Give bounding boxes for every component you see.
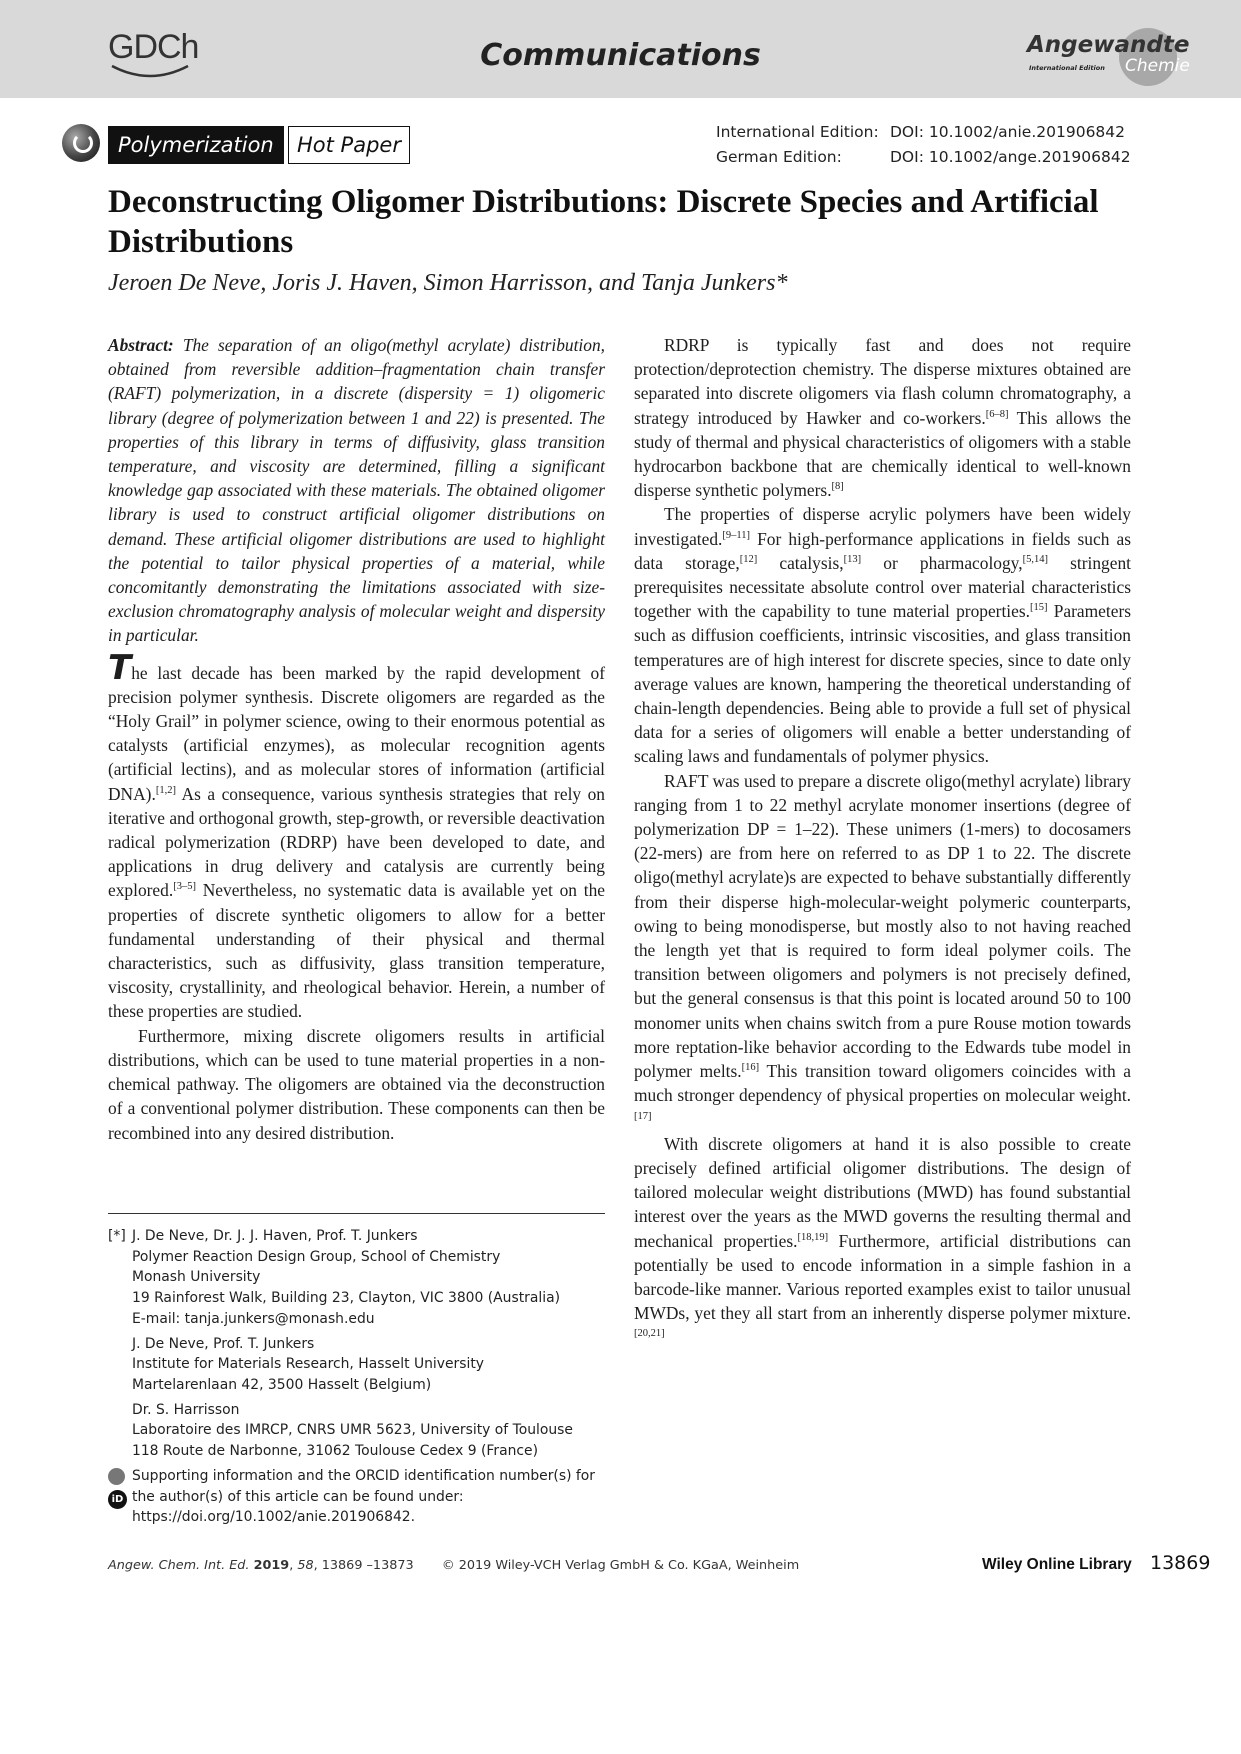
supporting-info-icon (108, 1468, 125, 1485)
citation[interactable]: [9–11] (722, 529, 750, 541)
right-column (634, 333, 1131, 1350)
body-text: RAFT was used to prepare a discrete oligo(methyl acrylate) library ranging from 1 to 22 methyl acrylate monomer insertions (degree of polymerization DP = 1–22). These unimers (1-mers) to docosamers (22-mers) are from here on referred to as DP 1 to 22. The discrete oligo(methyl acrylate)s are expected to behave substantially differently from their disperse high-molecular-weight polymeric counterparts, owing to being monodisperse, but mostly also to not having reached the length yet that is required to form ideal polymer coils. The transition between oligomers and polymers is not precisely defined, but the general consensus is that this point is located around 50 to 100 monomer units when chains switch from a pure Rouse motion towards more reptation-like behavior according to the Edwards tube model in polymer melts. (634, 770, 1131, 1082)
body-paragraph-2: Furthermore, mixing discrete oligomers results in artificial distributions, which can be used to tune material properties in a non-chemical pathway. The oligomers are obtained via the deconstruction of a conventional polymer distribution. These components can then be recombined into any desired distribution. (108, 1025, 605, 1143)
wiley-online-library-link[interactable]: Wiley Online Library (982, 1556, 1132, 1573)
footer-copyright: © 2019 Wiley-VCH Verlag GmbH & Co. KGaA, Weinheim (441, 1558, 800, 1573)
doi-block (716, 120, 1131, 170)
affiliation-line: Laboratoire des IMRCP, CNRS UMR 5623, University of Toulouse (132, 1422, 573, 1439)
article-authors: Jeroen De Neve, Joris J. Haven, Simon Harrisson, and Tanja Junkers* (108, 270, 788, 296)
logo-main-text: Angewandte (1027, 32, 1190, 58)
body-text: Nevertheless, no systematic data is available yet on the properties of discrete synthetic oligomers to allow for a better fundamental understanding of their physical and thermal characteristics, such as diffusivity, glass transition temperature, viscosity, crystallinity, and rheological behavior. Herein, a number of these properties are studied. (108, 880, 605, 1022)
citation[interactable]: [1,2] (155, 784, 176, 796)
topic-tag: Polymerization (108, 126, 284, 164)
body-text: As a consequence, various synthesis strategies that rely on iterative and orthogonal growth, step-growth, or reversible deactivation radical polymerization (RDRP) have been developed to date, and applications in drug delivery and catalysis are currently being explored. (108, 783, 605, 901)
citation[interactable]: [12] (739, 553, 758, 565)
body-paragraph-3 (634, 333, 1131, 502)
citation[interactable]: [17] (634, 1110, 652, 1122)
body-text: Furthermore, artificial distributions can potentially be used to encode information in a simple fashion in a barcode-like manner. Various reported examples exist to tailor unusual MWDs, yet they all start from an inherently disperse polymer mixture. (634, 1230, 1131, 1324)
body-text: Parameters such as diffusion coefficients, intrinsic viscosities, and glass transition temperatures are of high interest for discrete species, since to date only average values are known, hampering the theoretical understanding of chain-length dependencies. Being able to provide a full set of physical data for a series of oligomers will enable a better understanding of scaling laws and fundamentals of polymer physics. (634, 601, 1132, 767)
citation[interactable]: [5,14] (1022, 553, 1048, 565)
page-header (0, 0, 1241, 98)
page-number: 13869 (1150, 1552, 1211, 1574)
orcid-icon: iD (108, 1490, 127, 1509)
body-text: stringent prerequisites necessitate absolute control over material characteristics together with the capability to tune material properties. (634, 552, 1131, 622)
affiliation-email[interactable]: E-mail: tanja.junkers@monash.edu (132, 1310, 375, 1327)
affiliation-line: Institute for Materials Research, Hasselt University (132, 1356, 485, 1373)
supporting-info (108, 1466, 605, 1528)
affiliation-line: J. De Neve, Prof. T. Junkers (132, 1335, 315, 1352)
body-text: RDRP is typically fast and does not require protection/deprotection chemistry. The disperse mixtures obtained are separated into discrete oligomers via flash column chromatography, a strategy introduced by Hawker and co-workers. (634, 335, 1131, 428)
left-column (108, 333, 605, 1145)
affiliations (108, 1226, 605, 1466)
affiliation-line: J. De Neve, Dr. J. J. Haven, Prof. T. Junkers (132, 1228, 418, 1244)
citation[interactable]: [15] (1029, 602, 1048, 614)
body-paragraph-1 (108, 647, 605, 1024)
body-text: catalysis, (757, 552, 844, 573)
affiliation-line: Monash University (132, 1269, 261, 1286)
affiliation-line: 19 Rainforest Walk, Building 23, Clayton, VIC 3800 (Australia) (132, 1290, 561, 1307)
affiliation-1 (132, 1226, 605, 1330)
support-line: the author(s) of this article can be found under: (132, 1488, 464, 1505)
affiliation-3 (132, 1400, 605, 1462)
angewandte-logo (1021, 28, 1201, 84)
gdch-logo: GDCh (108, 28, 199, 66)
footer-year: 2019 (253, 1558, 290, 1573)
body-text: This allows the study of thermal and physical characteristics of oligomers with a stable hydrocarbon backbone that are chemically identical to well-known disperse synthetic polymers. (634, 407, 1132, 501)
abstract (108, 333, 605, 648)
citation[interactable]: [18,19] (797, 1231, 829, 1243)
abstract-label: Abstract: (108, 335, 174, 355)
citation[interactable]: [16] (741, 1062, 760, 1074)
footer-volume: 58 (297, 1558, 314, 1573)
affiliation-line: Polymer Reaction Design Group, School of Chemistry (132, 1248, 501, 1265)
topic-ball-icon (62, 124, 100, 162)
footer-journal: Angew. Chem. Int. Ed. (108, 1558, 250, 1573)
citation[interactable]: [8] (831, 481, 844, 493)
affiliation-line: Dr. S. Harrisson (132, 1401, 240, 1418)
citation[interactable]: [3–5] (173, 881, 196, 893)
body-text: The properties of disperse acrylic polymers have been widely investigated. (634, 504, 1131, 549)
doi-international-label: International Edition: (716, 123, 879, 141)
citation[interactable]: [6–8] (985, 408, 1009, 420)
doi-german-value[interactable]: DOI: 10.1002/ange.201906842 (890, 148, 1131, 166)
body-text: For high-performance applications in fields such as data storage, (634, 528, 1131, 573)
support-link[interactable]: https://doi.org/10.1002/anie.201906842. (132, 1509, 416, 1526)
doi-international-value[interactable]: DOI: 10.1002/anie.201906842 (890, 123, 1126, 141)
abstract-text: The separation of an oligo(methyl acrylate) distribution, obtained from reversible addition–fragmentation chain transfer (RAFT) polymerization, in a discrete (dispersity = 1) oligomeric library (degree of polymerization between 1 and 22) is presented. The properties of this library in terms of diffusivity, glass transition temperature, and viscosity are determined, filling a significant knowledge gap associated with these materials. The obtained oligomer library is used to construct artificial oligomer distributions on demand. These artificial oligomer distributions are used to highlight the potential to tailor physical properties of a material, while concomitantly demonstrating the limitations associated with size-exclusion chromatography analysis of molecular weight and dispersity in particular. (108, 335, 605, 646)
affiliation-line: Martelarenlaan 42, 3500 Hasselt (Belgium) (132, 1376, 432, 1393)
affiliation-2 (132, 1334, 605, 1396)
body-paragraph-5 (634, 769, 1131, 1132)
logo-sub-text: International Edition (1029, 64, 1105, 72)
body-text: This transition toward oligomers coincides with a much stronger dependency of physical properties on molecular weight. (634, 1061, 1132, 1106)
body-paragraph-6 (634, 1132, 1131, 1350)
doi-german-label: German Edition: (716, 148, 842, 166)
body-text: or pharmacology, (861, 552, 1023, 573)
section-title: Communications (480, 38, 761, 73)
logo-chemie-text: Chemie (1125, 56, 1190, 76)
article-title: Deconstructing Oligomer Distributions: Discrete Species and Artificial Distributions (108, 184, 1099, 260)
footer-citation: Angew. Chem. Int. Ed. 2019, 58, 13869 –13873 (108, 1558, 414, 1573)
affiliation-mark: [*] (108, 1228, 126, 1244)
body-text: he last decade has been marked by the rapid development of precision polymer synthesis. Discrete oligomers are regarded as the “Holy Grail” in polymer science, owing to their enormous potential as catalysts (artificial enzymes), as molecular recognition agents (artificial lectins), and as molecular stores of information (artificial DNA). (108, 662, 605, 804)
citation[interactable]: [13] (843, 553, 862, 565)
body-paragraph-4 (634, 502, 1131, 768)
body-text: With discrete oligomers at hand it is also possible to create precisely defined artificial oligomer distributions. The design of tailored molecular weight distributions (MWD) has found substantial interest over the years as the MWD governs the resulting thermal and mechanical properties. (634, 1133, 1131, 1251)
drop-cap: T (108, 647, 132, 688)
citation[interactable]: [20,21] (634, 1328, 665, 1340)
affiliation-line: 118 Route de Narbonne, 31062 Toulouse Cedex 9 (France) (132, 1443, 539, 1460)
footnote-divider (108, 1213, 605, 1214)
hot-paper-badge: Hot Paper (288, 126, 410, 164)
footer-pages: , 13869 –13873 (313, 1558, 414, 1573)
support-line: Supporting information and the ORCID identification number(s) for (132, 1468, 596, 1484)
